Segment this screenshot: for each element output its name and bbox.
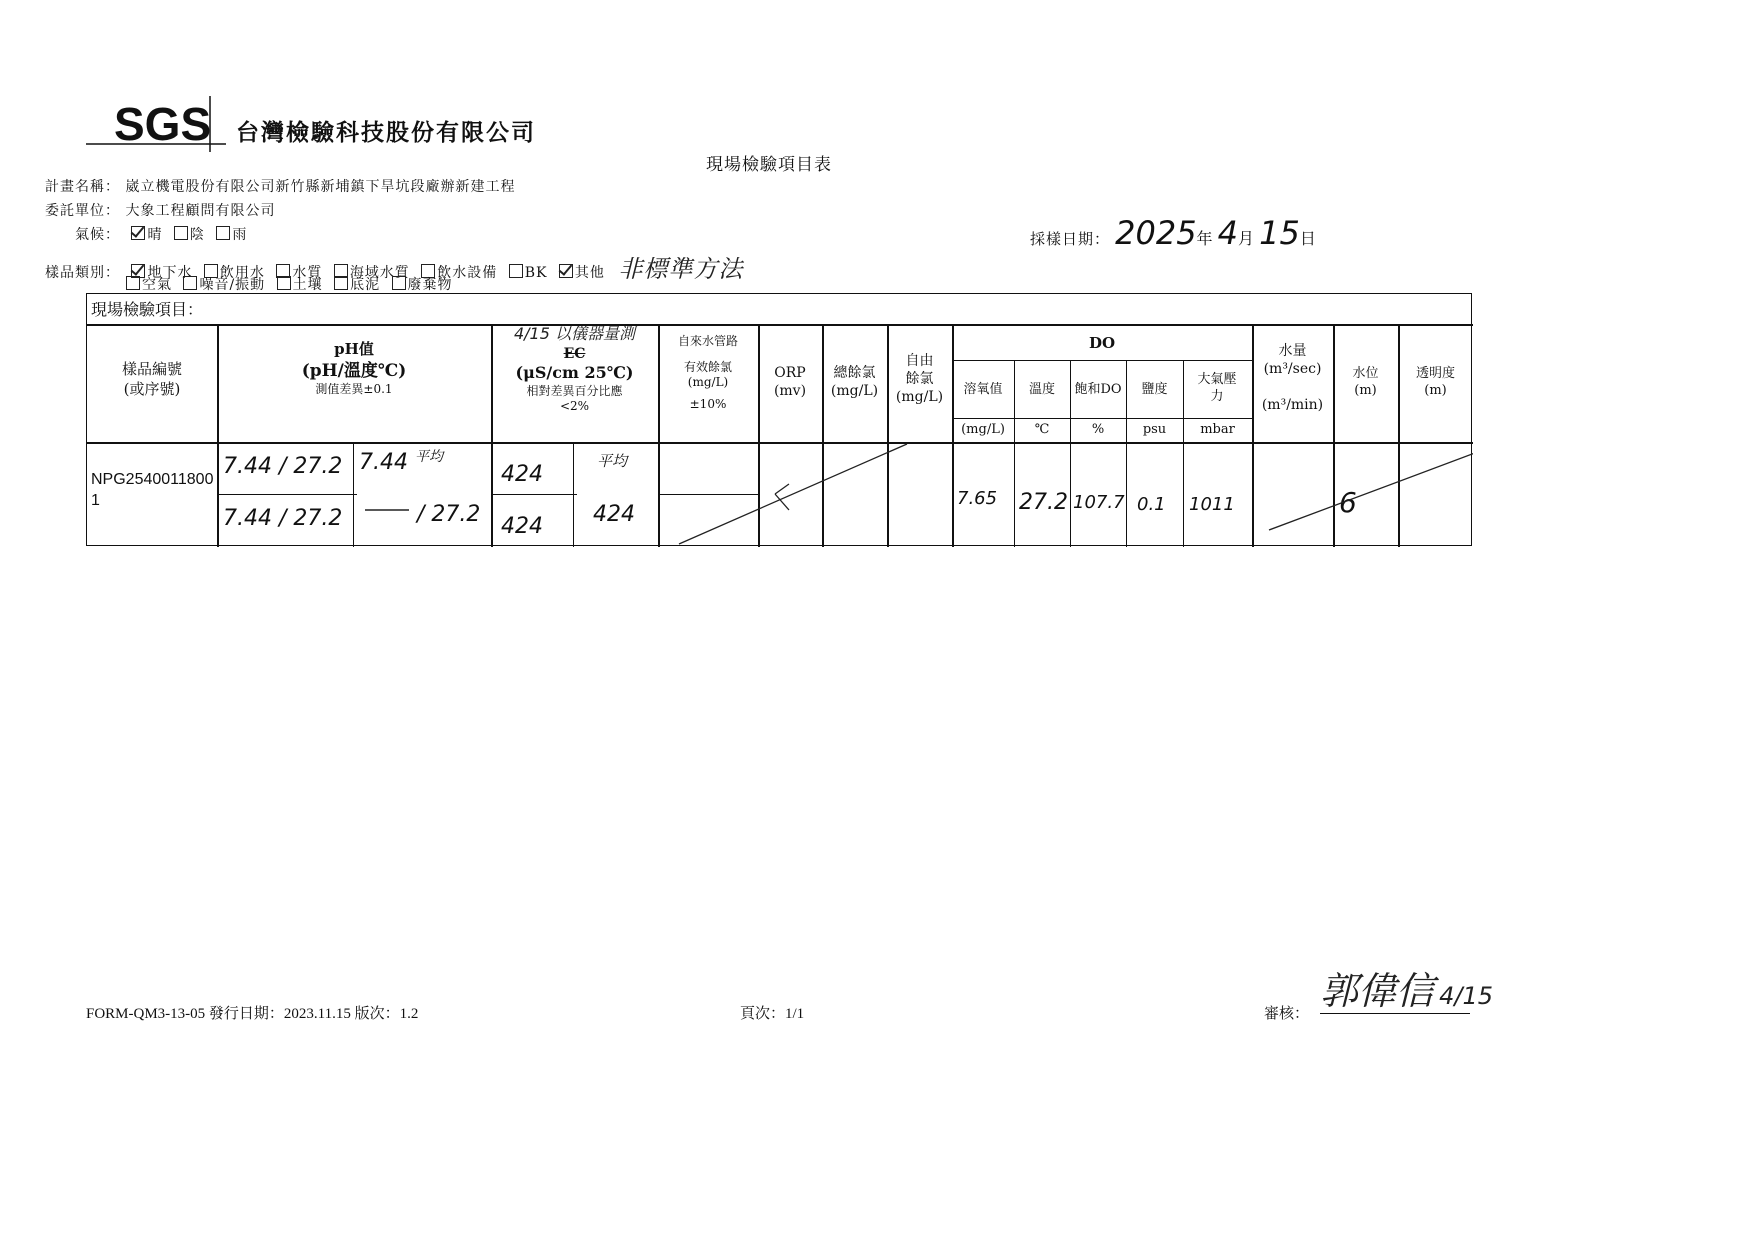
sample-type-label: 樣品類別： [45,265,120,281]
weather-checkbox-sunny[interactable] [131,226,145,240]
ec-average: 424 [593,502,635,527]
sample-checkbox[interactable] [126,276,140,290]
date-year: 2025 [1115,214,1197,252]
logo-text: SGS [114,98,212,150]
header-orp: ORP (mv) [773,365,807,400]
weather-option: 晴 [147,227,163,243]
header-do: DO [1088,334,1116,352]
handwritten-strikes [87,294,1473,547]
header-ec: 4/15 以儀器量測 EC (μS/cm 25℃) 相對差異百分比應 <2% [491,324,658,415]
inspection-table [86,293,1472,546]
header-sample-no: 樣品編號 (或序號) [121,360,182,398]
salinity-value: 0.1 [1137,494,1166,515]
ph-average-label: 平均 [415,449,443,465]
unit-salinity: psu [1142,422,1167,437]
client-row [24,200,275,220]
sample-no-value: NPG25400118001 [91,471,214,509]
header-water-level: 水位 (m) [1352,366,1379,398]
unit-do-temp: ℃ [1034,422,1050,437]
weather-checkbox-cloudy[interactable] [174,226,188,240]
review-label: 審核： [1264,1004,1310,1022]
client-label: 委託單位： [45,203,120,219]
header-total-chlorine: 總餘氯 (mg/L) [830,365,879,400]
project-label: 計畫名稱： [45,179,120,195]
weather-checkbox-rain[interactable] [216,226,230,240]
ec-reading-1: 424 [501,462,543,487]
form-number: FORM-QM3-13-05 發行日期：2023.11.15 版次：1.2 [86,1006,419,1022]
project-value: 崴立機電股份有限公司新竹縣新埔鎮下旱坑段廠辦新建工程 [125,179,516,195]
header-ph: pH值 (pH/溫度℃) 測值差異±0.1 [301,340,407,396]
ph-average: 7.44 [359,450,408,475]
header-flow: 水量 (m³/sec) (m³/min) [1261,343,1324,414]
header-do-temp: 溫度 [1028,382,1055,397]
sample-type-row2: 空氣 噪音/振動 土壤 底泥 廢棄物 [120,274,453,294]
do-sat-value: 107.7 [1073,492,1125,513]
ec-average-label: 平均 [597,452,628,470]
header-do-sat: 飽和DO [1074,382,1122,397]
date-label: 採樣日期： [1030,230,1111,248]
sample-checkbox[interactable] [183,276,197,290]
other-handwritten: 非標準方法 [618,255,744,283]
header-clarity: 透明度 (m) [1415,366,1455,398]
project-row [24,176,515,196]
sample-checkbox[interactable] [392,276,406,290]
ec-handwritten-note: 4/15 以儀器量測 [513,324,636,343]
company-name: 台灣檢驗科技股份有限公司 [236,119,536,146]
date-day: 15 [1259,214,1300,252]
client-value: 大象工程顧問有限公司 [125,203,276,219]
weather-option: 雨 [232,227,248,243]
unit-do-value: (mg/L) [961,422,1005,437]
sample-checkbox[interactable] [277,276,291,290]
form-title: 現場檢驗項目表 [706,155,832,175]
sample-checkbox[interactable] [509,264,523,278]
ph-average-temp: / 27.2 [417,502,481,527]
weather-option: 陰 [189,227,205,243]
pressure-value: 1011 [1189,494,1235,515]
ph-reading-1: 7.44 / 27.2 [223,454,343,479]
water-level-value: 6 [1339,486,1357,519]
sample-checkbox[interactable] [334,276,348,290]
do-temp-value: 27.2 [1019,490,1068,515]
sgs-logo [86,94,226,154]
sample-type-row1: 樣品類別： 地下水 飲用水 水質 海域水質 飲水設備 BK 其他 非標準方法 [24,249,743,284]
ec-reading-2: 424 [501,514,543,539]
weather-label: 氣候： [75,227,120,243]
header-tap-chlorine: 自來水管路 有效餘氯 (mg/L) ±10% [677,334,738,411]
do-value: 7.65 [957,488,998,509]
sampling-date: 採樣日期： 2025年 4月 15日 [1030,214,1316,252]
unit-do-sat: % [1091,422,1105,437]
unit-pressure: mbar [1200,422,1235,437]
reviewer-signature: 郭偉信 4/15 [1320,969,1494,1013]
header-do-value: 溶氧值 [963,382,1003,397]
header-salinity: 鹽度 [1141,382,1168,397]
header-pressure: 大氣壓力 [1197,372,1237,404]
date-month: 4 [1217,214,1239,252]
header-free-chlorine: 自由 餘氯 (mg/L) [895,353,944,406]
section-label: 現場檢驗項目： [91,300,204,319]
page-number: 頁次：1/1 [740,1006,805,1022]
weather-row [24,224,247,244]
sample-checkbox[interactable] [559,264,573,278]
ph-reading-2: 7.44 / 27.2 [223,506,343,531]
